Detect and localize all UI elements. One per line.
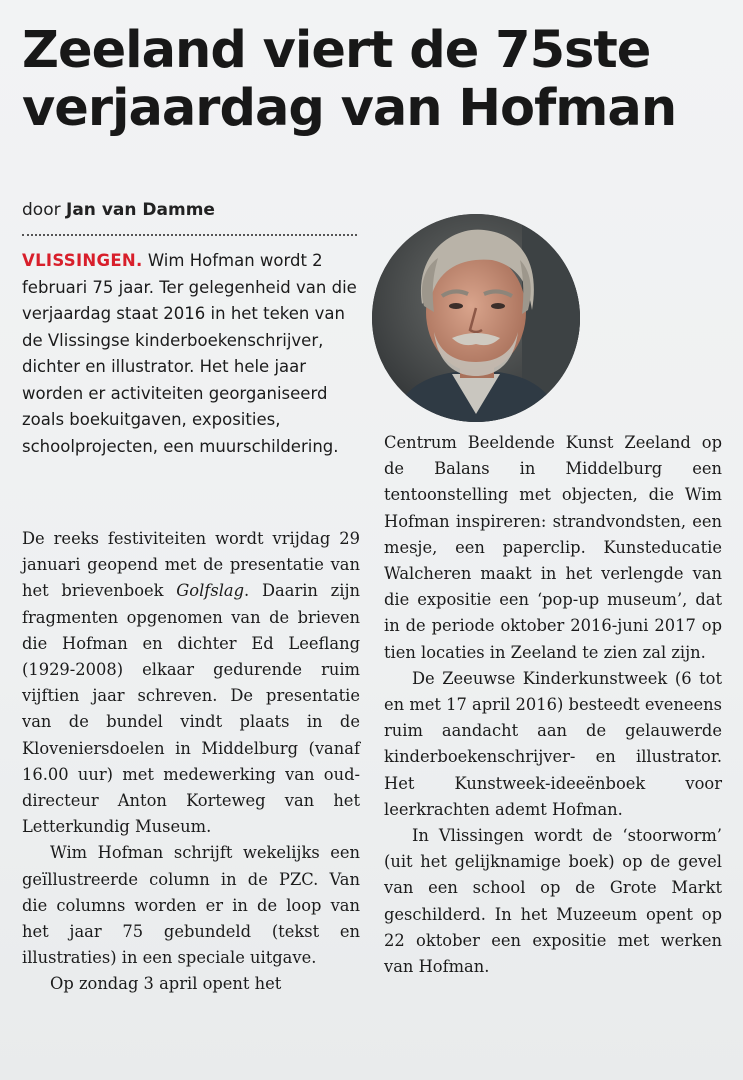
byline-prefix: door (22, 200, 61, 220)
dateline: VLISSINGEN. (22, 251, 143, 270)
byline (22, 200, 215, 220)
body-column-left (22, 526, 360, 998)
body-paragraph: Op zondag 3 april opent het (50, 974, 282, 994)
body-paragraph: Wim Hofman schrijft wekelijks een geïllustreerde column in de PZC. Van die columns worden er in de loop van het jaar 75 gebundeld (tekst en illustraties) in een speciale uitgave. (22, 843, 360, 968)
body-paragraph: In Vlissingen wordt de ‘stoorworm’ (uit het gelijknamige boek) op de gevel van een school op de Grote Markt geschilderd. In het Muzeeum opent op 22 oktober een expositie met werken van Hofman. (384, 826, 722, 977)
byline-divider (22, 234, 357, 236)
body-text: . Daarin zijn fragmenten opgenomen van de brieven die Hofman en dichter Ed Leeflang (1929-2008) elkaar gedurende ruim vijftien jaar schreven. De presentatie van de bundel vindt plaats in de Kloveniersdoelen in Middelburg (vanaf 16.00 uur) met medewerking van oud-directeur Anton Korteweg van het Letterkundig Museum. (22, 581, 360, 837)
intro-paragraph (22, 248, 362, 460)
body-paragraph: Centrum Beeldende Kunst Zeeland op de Balans in Middelburg een tentoonstelling met objecten, die Wim Hofman inspireren: strandvondsten, een mesje, een paperclip. Kunsteducatie Walcheren maakt in het verlengde van die expositie een ‘pop-up museum’, dat in de periode oktober 2016-juni 2017 op tien locaties in Zeeland te zien zal zijn. (384, 433, 722, 662)
author-portrait-photo (372, 214, 580, 422)
body-text: De reeks festiviteiten wordt vrijdag 29 januari geopend met de presentatie van het brievenboek (22, 529, 360, 601)
intro-text: Wim Hofman wordt 2 februari 75 jaar. Ter gelegenheid van die verjaardag staat 2016 in het teken van de Vlissingse kinderboekenschrijver, dichter en illustrator. Het hele jaar worden er activiteiten georganiseerd zoals boekuitgaven, exposities, schoolprojecten, een muurschildering. (22, 251, 357, 456)
body-paragraph: De Zeeuwse Kinderkunstweek (6 tot en met 17 april 2016) besteedt eveneens ruim aandacht aan de gelauwerde kinderboekenschrijver- en illustrator. Het Kunstweek-ideeënboek voor leerkrachten ademt Hofman. (384, 668, 722, 819)
body-paragraph (22, 526, 360, 840)
portrait-illustration (372, 214, 580, 422)
book-title: Golfslag (176, 581, 245, 601)
byline-author: Jan van Damme (66, 200, 215, 220)
body-column-right (384, 430, 722, 980)
headline: Zeeland viert de 75ste verjaardag van Hofman (22, 21, 677, 138)
